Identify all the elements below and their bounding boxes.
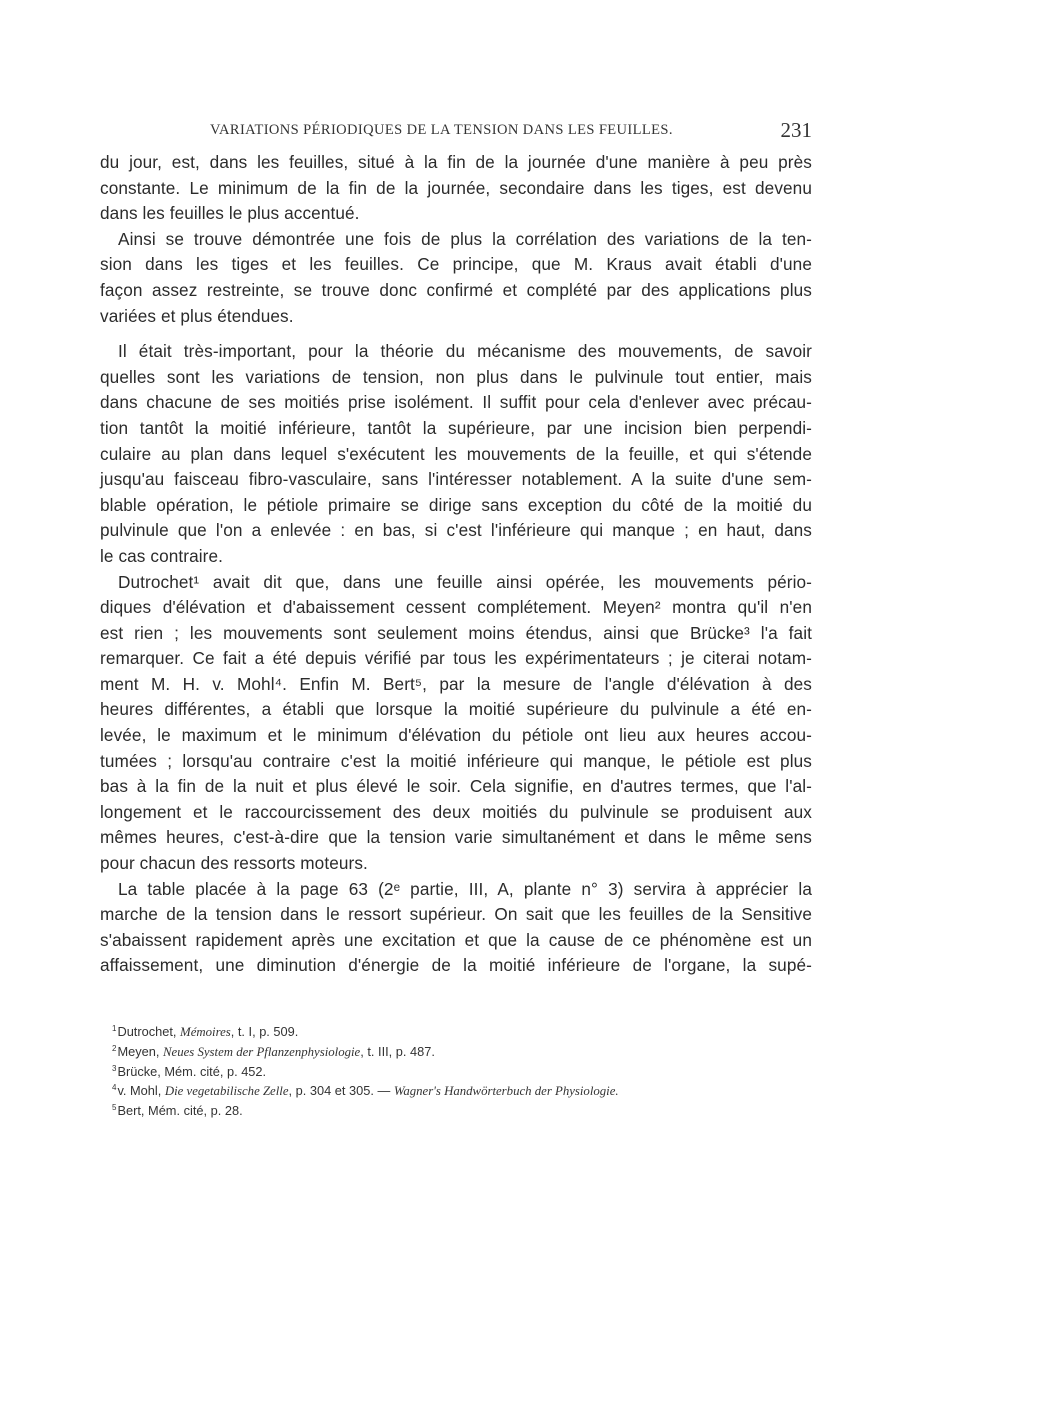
text-line: dans les feuilles le plus accentué. xyxy=(100,203,360,224)
text-line: levée, le maximum et le minimum d'élévation du pétiole ont lieu aux heures accou- xyxy=(100,725,812,746)
footnotes xyxy=(112,1022,812,1120)
footnote xyxy=(112,1081,812,1101)
text-line: quelles sont les variations de tension, non plus dans le pulvinule tout entier, mais xyxy=(100,366,812,387)
text-line: mêmes heures, c'est-à-dire que la tension varie simultanément et dans le même sens xyxy=(100,827,812,848)
footnote-title: Wagner's Handwörterbuch der Physiologie. xyxy=(393,1084,619,1098)
footnote-mark: 3 xyxy=(112,1063,117,1073)
text-line: s'abaissent rapidement après une excitation et que la cause de ce phénomène est un xyxy=(100,929,812,950)
footnote-mark: 2 xyxy=(112,1043,117,1053)
text-line: jusqu'au faisceau fibro-vasculaire, sans l'intéresser notablement. A la suite d'une sem- xyxy=(100,469,812,490)
text-line: bas à la fin de la nuit et plus élevé le soir. Cela signifie, en d'autres termes, que l'al- xyxy=(100,776,812,797)
text-line: variées et plus étendues. xyxy=(100,305,294,326)
footnote-title: Die vegetabilische Zelle xyxy=(164,1084,289,1098)
text-line: tion tantôt la moitié inférieure, tantôt la supérieure, par une incision bien perpendi- xyxy=(100,417,812,438)
text-line: façon assez restreinte, se trouve donc confirmé et complété par des applications plus xyxy=(100,279,812,300)
footnote xyxy=(112,1062,812,1081)
text-line: pour chacun des ressorts moteurs. xyxy=(100,853,368,874)
text-line: La table placée à la page 63 (2ᵉ partie, III, A, plante n° 3) servira à apprécier la xyxy=(118,878,812,899)
text-line: du jour, est, dans les feuilles, situé à la fin de la journée d'une manière à peu près xyxy=(100,152,812,172)
text-line: dans chacune de ses moitiés prise isolément. Il suffit pour cela d'enlever avec précau- xyxy=(100,392,812,413)
footnote-title: Neues System der Pflanzenphysiologie xyxy=(162,1045,361,1059)
text-line: remarquer. Ce fait a été depuis vérifié par tous les expérimentateurs ; je citerai notam- xyxy=(100,648,812,669)
footnote-text: , p. 304 et 305. — xyxy=(288,1083,394,1098)
text-line: est rien ; les mouvements sont seulement moins étendus, ainsi que Brücke³ l'a fait xyxy=(100,622,812,643)
footnote xyxy=(112,1042,812,1062)
footnote-text: Brücke, Mém. cité, p. 452. xyxy=(117,1064,267,1079)
footnote-mark: 5 xyxy=(112,1102,117,1112)
footnote-text: , t. I, p. 509. xyxy=(230,1024,299,1039)
footnote-text: Dutrochet, xyxy=(117,1024,181,1039)
text-line: ment M. H. v. Mohl⁴. Enfin M. Bert⁵, par la mesure de l'angle d'élévation à des xyxy=(100,673,812,694)
running-head: VARIATIONS PÉRIODIQUES DE LA TENSION DANS LES FEUILLES. xyxy=(210,122,673,138)
text-line: diques d'élévation et d'abaissement cessent complétement. Meyen² montra qu'il n'en xyxy=(100,597,812,618)
page-number: 231 xyxy=(780,118,812,142)
footnote-text: v. Mohl, xyxy=(117,1083,165,1098)
text-line: heures différentes, a établi que lorsque la moitié supérieure du pulvinule a été en- xyxy=(100,699,812,720)
body-text xyxy=(100,150,812,979)
text-line: Dutrochet¹ avait dit que, dans une feuille ainsi opérée, les mouvements pério- xyxy=(118,571,812,592)
text-line: blable opération, le pétiole primaire se dirige sans exception du côté de la moitié du xyxy=(100,494,812,515)
footnote xyxy=(112,1101,812,1120)
page-header xyxy=(100,118,812,148)
footnote-text: Bert, Mém. cité, p. 28. xyxy=(117,1103,243,1118)
text-line: sion dans les tiges et les feuilles. Ce principe, que M. Kraus avait établi d'une xyxy=(100,254,812,275)
text-line: culaire au plan dans lequel s'exécutent les mouvements de la feuille, et qui s'étende xyxy=(100,443,812,464)
text-line: Ainsi se trouve démontrée une fois de plus la corrélation des variations de la ten- xyxy=(118,228,812,249)
footnote-title: Mémoires xyxy=(180,1025,231,1039)
text-line: Il était très-important, pour la théorie du mécanisme des mouvements, de savoir xyxy=(118,341,812,362)
text-line: tumées ; lorsqu'au contraire c'est la moitié inférieure qui manque, le pétiole est plus xyxy=(100,750,812,771)
footnote-mark: 4 xyxy=(112,1082,117,1092)
footnote-mark: 1 xyxy=(112,1023,117,1033)
footnote-text: , t. III, p. 487. xyxy=(360,1044,435,1059)
text-line: affaissement, une diminution d'énergie de la moitié inférieure de l'organe, la supé- xyxy=(100,955,812,976)
footnote xyxy=(112,1022,812,1042)
text-line: constante. Le minimum de la fin de la journée, secondaire dans les tiges, est devenu xyxy=(100,177,812,198)
text-line: longement et le raccourcissement des deux moitiés du pulvinule se produisent aux xyxy=(100,801,812,822)
footnote-text: Meyen, xyxy=(117,1044,163,1059)
text-line: le cas contraire. xyxy=(100,545,224,566)
text-line: pulvinule que l'on a enlevée : en bas, si c'est l'inférieure qui manque ; en haut, dans xyxy=(100,520,812,541)
text-line: marche de la tension dans le ressort supérieur. On sait que les feuilles de la Sensitive xyxy=(100,904,812,925)
